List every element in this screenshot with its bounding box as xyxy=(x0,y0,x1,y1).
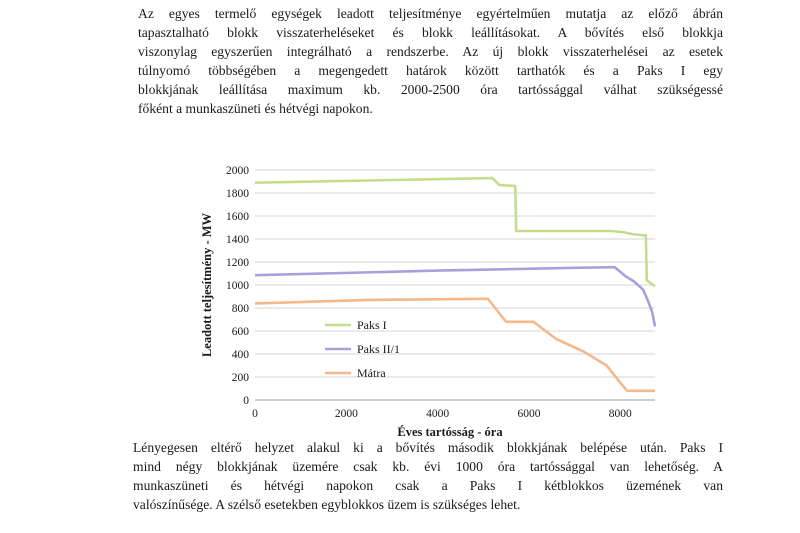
y-tick-label: 1800 xyxy=(226,188,249,200)
x-tick-label: 2000 xyxy=(334,408,358,420)
x-axis-title: Éves tartósság - óra xyxy=(397,425,503,439)
text-line: valószínűsége. A szélső esetekben egyblokkos üzem is szükséges lehet. xyxy=(133,497,521,512)
text-line: túlnyomó többségében a megengedett határok között tarthatók és a Paks I egy xyxy=(138,63,723,78)
x-tick-label: 6000 xyxy=(517,408,541,420)
y-tick-label: 800 xyxy=(231,303,249,315)
y-tick-label: 1200 xyxy=(226,257,249,269)
power-duration-chart xyxy=(195,155,670,440)
x-tick-labels xyxy=(252,408,632,420)
y-tick-label: 0 xyxy=(243,395,249,407)
text-line: tapasztalható blokk visszaterheléseket és blokk leállításokat. A bővítés első blokkja xyxy=(138,25,723,40)
text-line: főként a munkaszüneti és hétvégi napokon. xyxy=(138,101,373,116)
y-tick-label: 200 xyxy=(231,372,249,384)
y-tick-labels xyxy=(226,165,249,407)
text-line: blokkjának leállítása maximum kb. 2000-2500 óra tartóssággal válhat szükségessé xyxy=(138,82,723,97)
x-tick-label: 0 xyxy=(252,408,258,420)
y-tick-label: 1000 xyxy=(226,280,249,292)
y-tick-label: 400 xyxy=(231,349,249,361)
x-tick-label: 4000 xyxy=(426,408,450,420)
y-tick-label: 600 xyxy=(231,326,249,338)
y-tick-label: 1400 xyxy=(226,234,249,246)
top-paragraph xyxy=(138,4,723,118)
bottom-paragraph xyxy=(133,438,723,514)
text-line: Az egyes termelő egységek leadott teljesítménye egyértelműen mutatja az előző ábrán xyxy=(138,6,723,21)
text-line: Lényegesen eltérő helyzet alakul ki a bővítés második blokkjának belépése után. Paks I xyxy=(133,440,723,455)
y-tick-label: 1600 xyxy=(226,211,249,223)
text-line: viszonylag egyszerűen integrálható a rendszerbe. Az új blokk visszaterhelései az esetek xyxy=(138,44,723,59)
y-axis-title: Leadott teljesítmény - MW xyxy=(200,212,214,358)
x-tick-label: 8000 xyxy=(608,408,632,420)
legend-label: Paks I xyxy=(357,318,387,332)
legend-label: Paks II/1 xyxy=(357,342,400,356)
legend-label: Mátra xyxy=(357,366,386,380)
text-line: mind négy blokkjának üzemére csak kb. évi 1000 óra tartóssággal van lehetőség. A xyxy=(133,459,723,474)
y-tick-label: 2000 xyxy=(226,165,249,177)
text-line: munkaszüneti és hétvégi napokon csak a Paks I kétblokkos üzemének van xyxy=(133,478,723,493)
